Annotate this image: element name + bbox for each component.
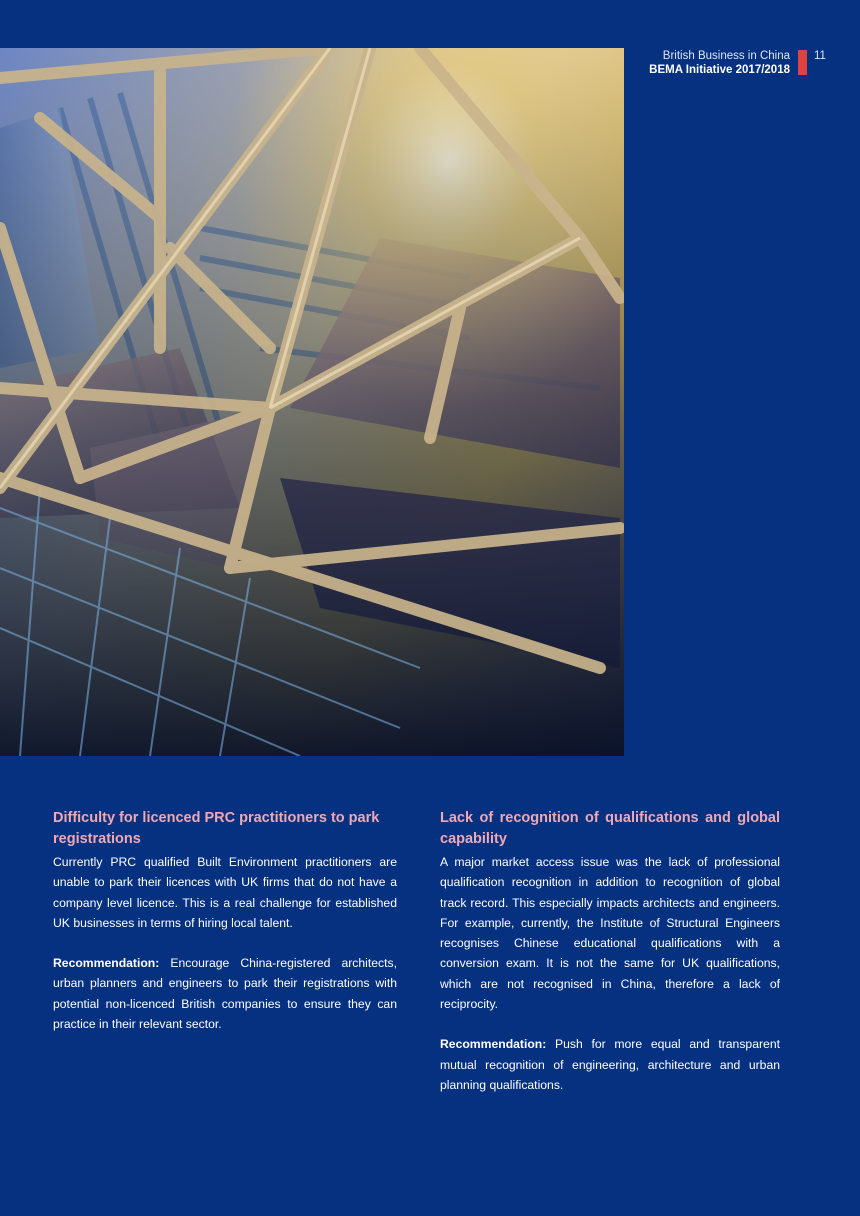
right-recommendation: [440, 1034, 780, 1095]
left-recommendation: [53, 953, 397, 1034]
right-recommendation-text: Push for more equal and transparent mutual recognition of engineering, architecture and urban planning qualifications.: [440, 1037, 780, 1092]
right-recommendation-label: Recommendation:: [440, 1037, 547, 1052]
running-header: [649, 49, 790, 77]
left-column: [53, 808, 397, 1034]
page-marker-bar: [798, 50, 807, 75]
architectural-glass-roof-photo: [0, 48, 624, 756]
left-heading: Difficulty for licenced PRC practitioners to park registrations: [53, 810, 380, 847]
page-number: 11: [814, 50, 826, 62]
header-initiative: BEMA Initiative 2017/2018: [649, 64, 790, 76]
right-body: A major market access issue was the lack of professional qualification recognition in addition to recognition of global track record. This especially impacts architects and engineers. For example, currently, the Institute of Structural Engineers recognises Chinese educational qualifications with a conversion exam. It is not the same for UK qualifications, which are not recognised in China, therefore a lack of reciprocity.: [440, 855, 780, 1012]
left-recommendation-label: Recommendation:: [53, 956, 160, 971]
header-publication: British Business in China: [662, 50, 790, 62]
left-body: Currently PRC qualified Built Environment practitioners are unable to park their licences with UK firms that do not have a company level licence. This is a real challenge for established UK businesses in terms of hiring local talent.: [53, 855, 397, 930]
left-recommendation-text: Encourage China-registered architects, urban planners and engineers to park their registrations with potential non-licenced British companies to ensure they can practice in their relevant sector.: [53, 956, 397, 1032]
right-column: [440, 808, 780, 1095]
right-heading: Lack of recognition of qualifications and global capability: [440, 810, 780, 847]
